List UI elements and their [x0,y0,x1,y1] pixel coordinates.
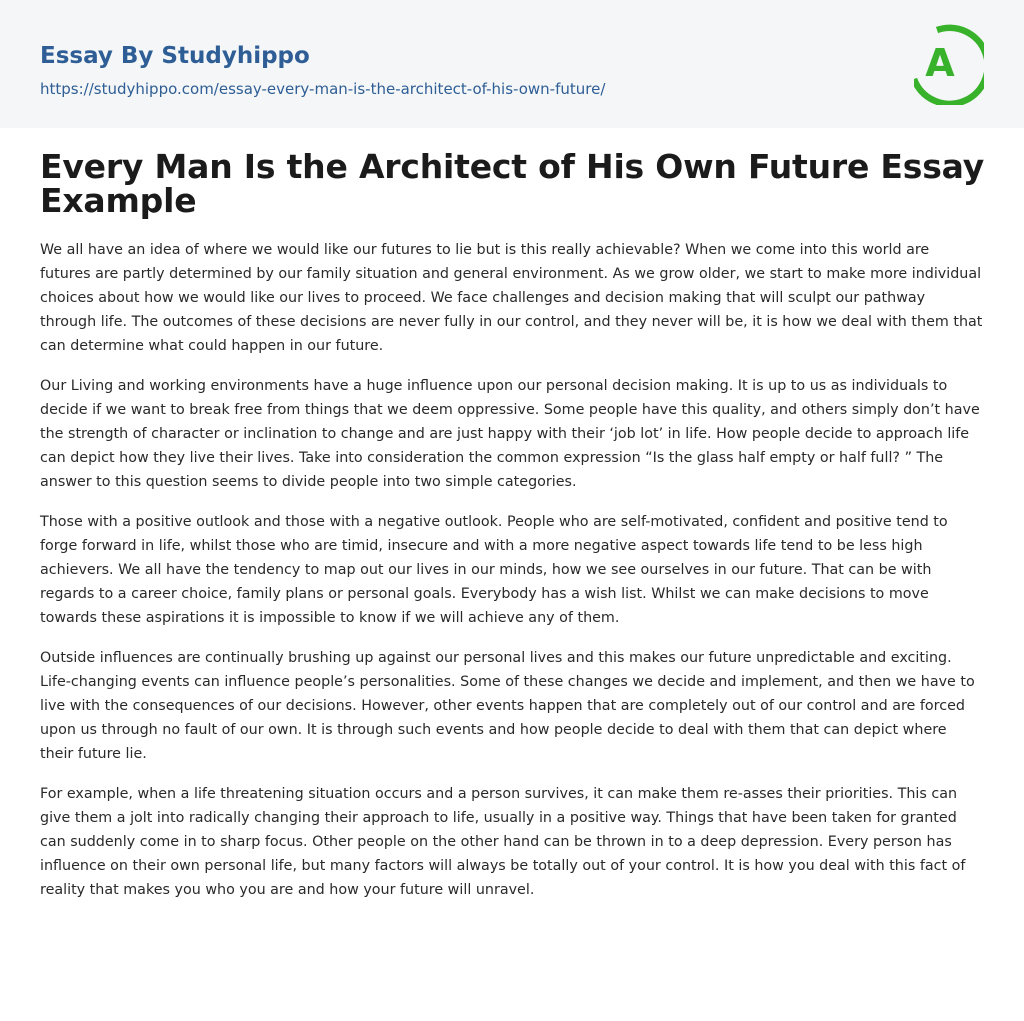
essay-paragraph-1: We all have an idea of where we would like our futures to lie but is this really achievable? When we come into this world are futures are partly determined by our family situation and general environment. As we grow older, we start to make more individual choices about how we would like our lives to proceed. We face challenges and decision making that will sculpt our pathway through life. The outcomes of these decisions are never fully in our control, and they never will be, it is how we deal with them that can determine what could happen in our future. [40,242,983,354]
essay-paragraph-5: For example, when a life threatening situation occurs and a person survives, it can make them re-asses their priorities. This can give them a jolt into radically changing their approach to life, usually in a positive way. Things that have been taken for granted can suddenly come in to sharp focus. Other people on the other hand can be thrown in to a deep depression. Every person has influence on their own personal life, but many factors will always be totally out of your control. It is how you deal with this fact of reality that makes you who you are and how your future will unravel. [40,786,966,898]
source-url-link[interactable]: https://studyhippo.com/essay-every-man-is-the-architect-of-his-own-future/ [40,80,606,98]
essay-paragraph-2: Our Living and working environments have a huge influence upon our personal decision making. It is up to us as individuals to decide if we want to break free from things that we deem oppressive. Some people have this quality, and others simply don’t have the strength of character or inclination to change and are just happy with their ‘job lot’ in life. How people decide to approach life can depict how they live their lives. Take into consideration the common expression “Is the glass half empty or half full? ” The answer to this question seems to divide people into two simple categories. [40,378,980,490]
essay-paragraph-3: Those with a positive outlook and those with a negative outlook. People who are self-motivated, confident and positive tend to forge forward in life, whilst those who are timid, insecure and with a more negative aspect towards life tend to be less high achievers. We all have the tendency to map out our lives in our minds, how we see ourselves in our future. That can be with regards to a career choice, family plans or personal goals. Everybody has a wish list. Whilst we can make decisions to move towards these aspirations it is impossible to know if we will achieve any of them. [40,514,948,626]
essay-content [0,128,1024,902]
logo-letter: A [925,41,955,85]
essay-paragraph-4: Outside influences are continually brushing up against our personal lives and this makes our future unpredictable and exciting. Life-changing events can influence people’s personalities. Some of these changes we decide and implement, and then we have to live with the consequences of our decisions. However, other events happen that are completely out of our control and are forced upon us through no fault of our own. It is through such events and how people decide to deal with them that can depict where their future lie. [40,650,975,762]
studyhippo-logo [914,19,984,105]
page-header [0,0,1024,128]
essay-title: Every Man Is the Architect of His Own Future Essay Example [40,147,985,220]
logo-ring-icon [914,19,984,105]
brand-title: Essay By Studyhippo [40,43,310,69]
